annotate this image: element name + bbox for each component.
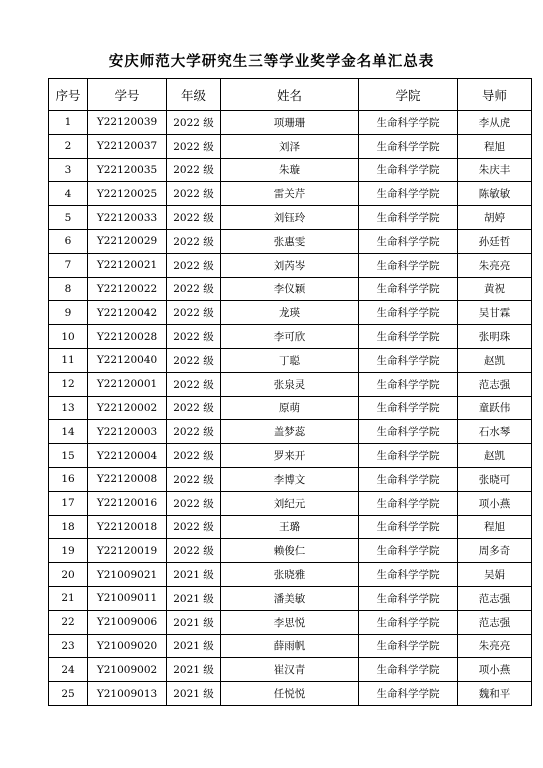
table-row	[49, 111, 532, 135]
cell-name: 罗来开	[221, 444, 359, 468]
cell-name: 朱璇	[221, 158, 359, 182]
cell-advisor: 朱亮亮	[458, 634, 532, 658]
cell-grade: 2022 级	[167, 539, 221, 563]
cell-college: 生命科学学院	[359, 539, 458, 563]
cell-college: 生命科学学院	[359, 467, 458, 491]
header-advisor: 导师	[458, 79, 532, 111]
cell-index: 12	[49, 372, 88, 396]
cell-college: 生命科学学院	[359, 658, 458, 682]
cell-advisor: 石水琴	[458, 420, 532, 444]
cell-index: 23	[49, 634, 88, 658]
header-index: 序号	[49, 79, 88, 111]
cell-advisor: 吴甘霖	[458, 301, 532, 325]
scholarship-table	[48, 78, 532, 706]
cell-college: 生命科学学院	[359, 563, 458, 587]
cell-name: 龙瑛	[221, 301, 359, 325]
cell-index: 4	[49, 182, 88, 206]
cell-grade: 2022 级	[167, 301, 221, 325]
cell-grade: 2022 级	[167, 111, 221, 135]
cell-student-id: Y21009006	[88, 610, 167, 634]
cell-college: 生命科学学院	[359, 182, 458, 206]
cell-name: 张晓雅	[221, 563, 359, 587]
cell-advisor: 程旭	[458, 515, 532, 539]
table-row	[49, 658, 532, 682]
cell-name: 原萌	[221, 396, 359, 420]
cell-grade: 2021 级	[167, 586, 221, 610]
cell-college: 生命科学学院	[359, 348, 458, 372]
cell-student-id: Y21009002	[88, 658, 167, 682]
cell-student-id: Y22120016	[88, 491, 167, 515]
cell-student-id: Y22120003	[88, 420, 167, 444]
cell-college: 生命科学学院	[359, 610, 458, 634]
cell-advisor: 范志强	[458, 610, 532, 634]
cell-advisor: 范志强	[458, 586, 532, 610]
cell-college: 生命科学学院	[359, 372, 458, 396]
cell-college: 生命科学学院	[359, 444, 458, 468]
cell-name: 盖梦蕊	[221, 420, 359, 444]
table-row	[49, 444, 532, 468]
cell-index: 14	[49, 420, 88, 444]
cell-advisor: 吴娟	[458, 563, 532, 587]
cell-name: 李仪颖	[221, 277, 359, 301]
cell-college: 生命科学学院	[359, 158, 458, 182]
cell-index: 1	[49, 111, 88, 135]
cell-index: 11	[49, 348, 88, 372]
table-row	[49, 372, 532, 396]
page-title: 安庆师范大学研究生三等学业奖学金名单汇总表	[108, 53, 435, 70]
cell-advisor: 李从虎	[458, 111, 532, 135]
cell-advisor: 陈敏敏	[458, 182, 532, 206]
cell-name: 李可欣	[221, 325, 359, 349]
cell-index: 3	[49, 158, 88, 182]
cell-grade: 2022 级	[167, 325, 221, 349]
cell-grade: 2022 级	[167, 253, 221, 277]
cell-college: 生命科学学院	[359, 277, 458, 301]
cell-advisor: 朱庆丰	[458, 158, 532, 182]
cell-index: 2	[49, 134, 88, 158]
cell-grade: 2022 级	[167, 348, 221, 372]
cell-college: 生命科学学院	[359, 491, 458, 515]
table-body	[49, 111, 532, 706]
table-row	[49, 206, 532, 230]
cell-student-id: Y22120028	[88, 325, 167, 349]
cell-college: 生命科学学院	[359, 111, 458, 135]
cell-name: 薛雨帆	[221, 634, 359, 658]
header-name: 姓名	[221, 79, 359, 111]
cell-index: 20	[49, 563, 88, 587]
table-header-row	[49, 79, 532, 111]
cell-advisor: 张明珠	[458, 325, 532, 349]
cell-student-id: Y22120033	[88, 206, 167, 230]
cell-name: 张惠雯	[221, 229, 359, 253]
cell-college: 生命科学学院	[359, 515, 458, 539]
cell-index: 22	[49, 610, 88, 634]
cell-student-id: Y22120039	[88, 111, 167, 135]
cell-advisor: 黄祝	[458, 277, 532, 301]
cell-index: 18	[49, 515, 88, 539]
cell-student-id: Y21009021	[88, 563, 167, 587]
cell-student-id: Y22120035	[88, 158, 167, 182]
cell-index: 9	[49, 301, 88, 325]
cell-student-id: Y22120022	[88, 277, 167, 301]
table-row	[49, 610, 532, 634]
cell-advisor: 魏和平	[458, 682, 532, 706]
table-row	[49, 467, 532, 491]
cell-name: 王璐	[221, 515, 359, 539]
cell-advisor: 朱亮亮	[458, 253, 532, 277]
cell-college: 生命科学学院	[359, 420, 458, 444]
cell-grade: 2022 级	[167, 229, 221, 253]
header-college: 学院	[359, 79, 458, 111]
cell-student-id: Y22120002	[88, 396, 167, 420]
cell-advisor: 项小燕	[458, 491, 532, 515]
cell-student-id: Y22120018	[88, 515, 167, 539]
cell-grade: 2022 级	[167, 206, 221, 230]
cell-index: 21	[49, 586, 88, 610]
cell-name: 项珊珊	[221, 111, 359, 135]
cell-index: 24	[49, 658, 88, 682]
cell-name: 潘美敏	[221, 586, 359, 610]
cell-advisor: 孙廷哲	[458, 229, 532, 253]
cell-grade: 2022 级	[167, 491, 221, 515]
cell-index: 19	[49, 539, 88, 563]
table-row	[49, 682, 532, 706]
table-row	[49, 325, 532, 349]
cell-grade: 2022 级	[167, 467, 221, 491]
cell-college: 生命科学学院	[359, 634, 458, 658]
cell-index: 10	[49, 325, 88, 349]
table-row	[49, 253, 532, 277]
cell-grade: 2022 级	[167, 420, 221, 444]
cell-name: 刘泽	[221, 134, 359, 158]
header-student-id: 学号	[88, 79, 167, 111]
cell-student-id: Y22120001	[88, 372, 167, 396]
table-row	[49, 277, 532, 301]
cell-grade: 2022 级	[167, 158, 221, 182]
cell-name: 张泉灵	[221, 372, 359, 396]
table-row	[49, 396, 532, 420]
cell-name: 崔汉青	[221, 658, 359, 682]
cell-grade: 2021 级	[167, 658, 221, 682]
cell-index: 17	[49, 491, 88, 515]
cell-student-id: Y22120029	[88, 229, 167, 253]
cell-name: 赖俊仁	[221, 539, 359, 563]
cell-advisor: 胡婷	[458, 206, 532, 230]
cell-student-id: Y22120037	[88, 134, 167, 158]
cell-index: 6	[49, 229, 88, 253]
cell-grade: 2022 级	[167, 182, 221, 206]
cell-name: 刘钰玲	[221, 206, 359, 230]
cell-grade: 2021 级	[167, 634, 221, 658]
cell-grade: 2022 级	[167, 444, 221, 468]
cell-grade: 2022 级	[167, 515, 221, 539]
cell-index: 13	[49, 396, 88, 420]
cell-grade: 2022 级	[167, 277, 221, 301]
cell-student-id: Y22120008	[88, 467, 167, 491]
cell-college: 生命科学学院	[359, 134, 458, 158]
cell-name: 李博文	[221, 467, 359, 491]
cell-student-id: Y22120021	[88, 253, 167, 277]
table-row	[49, 348, 532, 372]
cell-name: 雷关芹	[221, 182, 359, 206]
cell-college: 生命科学学院	[359, 206, 458, 230]
cell-student-id: Y21009011	[88, 586, 167, 610]
cell-college: 生命科学学院	[359, 301, 458, 325]
table-row	[49, 491, 532, 515]
cell-student-id: Y21009020	[88, 634, 167, 658]
cell-student-id: Y21009013	[88, 682, 167, 706]
cell-name: 刘纪元	[221, 491, 359, 515]
cell-college: 生命科学学院	[359, 253, 458, 277]
cell-college: 生命科学学院	[359, 229, 458, 253]
cell-college: 生命科学学院	[359, 586, 458, 610]
cell-college: 生命科学学院	[359, 325, 458, 349]
table-row	[49, 586, 532, 610]
cell-advisor: 童跃伟	[458, 396, 532, 420]
cell-index: 16	[49, 467, 88, 491]
cell-advisor: 周多奇	[458, 539, 532, 563]
cell-grade: 2021 级	[167, 682, 221, 706]
cell-index: 8	[49, 277, 88, 301]
cell-student-id: Y22120042	[88, 301, 167, 325]
cell-grade: 2022 级	[167, 396, 221, 420]
cell-student-id: Y22120004	[88, 444, 167, 468]
cell-grade: 2021 级	[167, 563, 221, 587]
cell-index: 7	[49, 253, 88, 277]
table-row	[49, 420, 532, 444]
cell-name: 丁聪	[221, 348, 359, 372]
cell-advisor: 张晓可	[458, 467, 532, 491]
cell-advisor: 程旭	[458, 134, 532, 158]
cell-grade: 2022 级	[167, 134, 221, 158]
cell-student-id: Y22120025	[88, 182, 167, 206]
header-grade: 年级	[167, 79, 221, 111]
table-row	[49, 634, 532, 658]
table-row	[49, 539, 532, 563]
cell-name: 刘芮岑	[221, 253, 359, 277]
cell-grade: 2021 级	[167, 610, 221, 634]
cell-advisor: 范志强	[458, 372, 532, 396]
cell-name: 李思悦	[221, 610, 359, 634]
cell-index: 5	[49, 206, 88, 230]
cell-advisor: 项小燕	[458, 658, 532, 682]
table-row	[49, 229, 532, 253]
cell-college: 生命科学学院	[359, 396, 458, 420]
table-row	[49, 134, 532, 158]
cell-grade: 2022 级	[167, 372, 221, 396]
cell-advisor: 赵凯	[458, 444, 532, 468]
cell-index: 15	[49, 444, 88, 468]
table-row	[49, 182, 532, 206]
table-row	[49, 515, 532, 539]
cell-student-id: Y22120019	[88, 539, 167, 563]
table-row	[49, 301, 532, 325]
table-row	[49, 158, 532, 182]
cell-student-id: Y22120040	[88, 348, 167, 372]
cell-advisor: 赵凯	[458, 348, 532, 372]
cell-college: 生命科学学院	[359, 682, 458, 706]
cell-index: 25	[49, 682, 88, 706]
cell-name: 任悦悦	[221, 682, 359, 706]
table-row	[49, 563, 532, 587]
